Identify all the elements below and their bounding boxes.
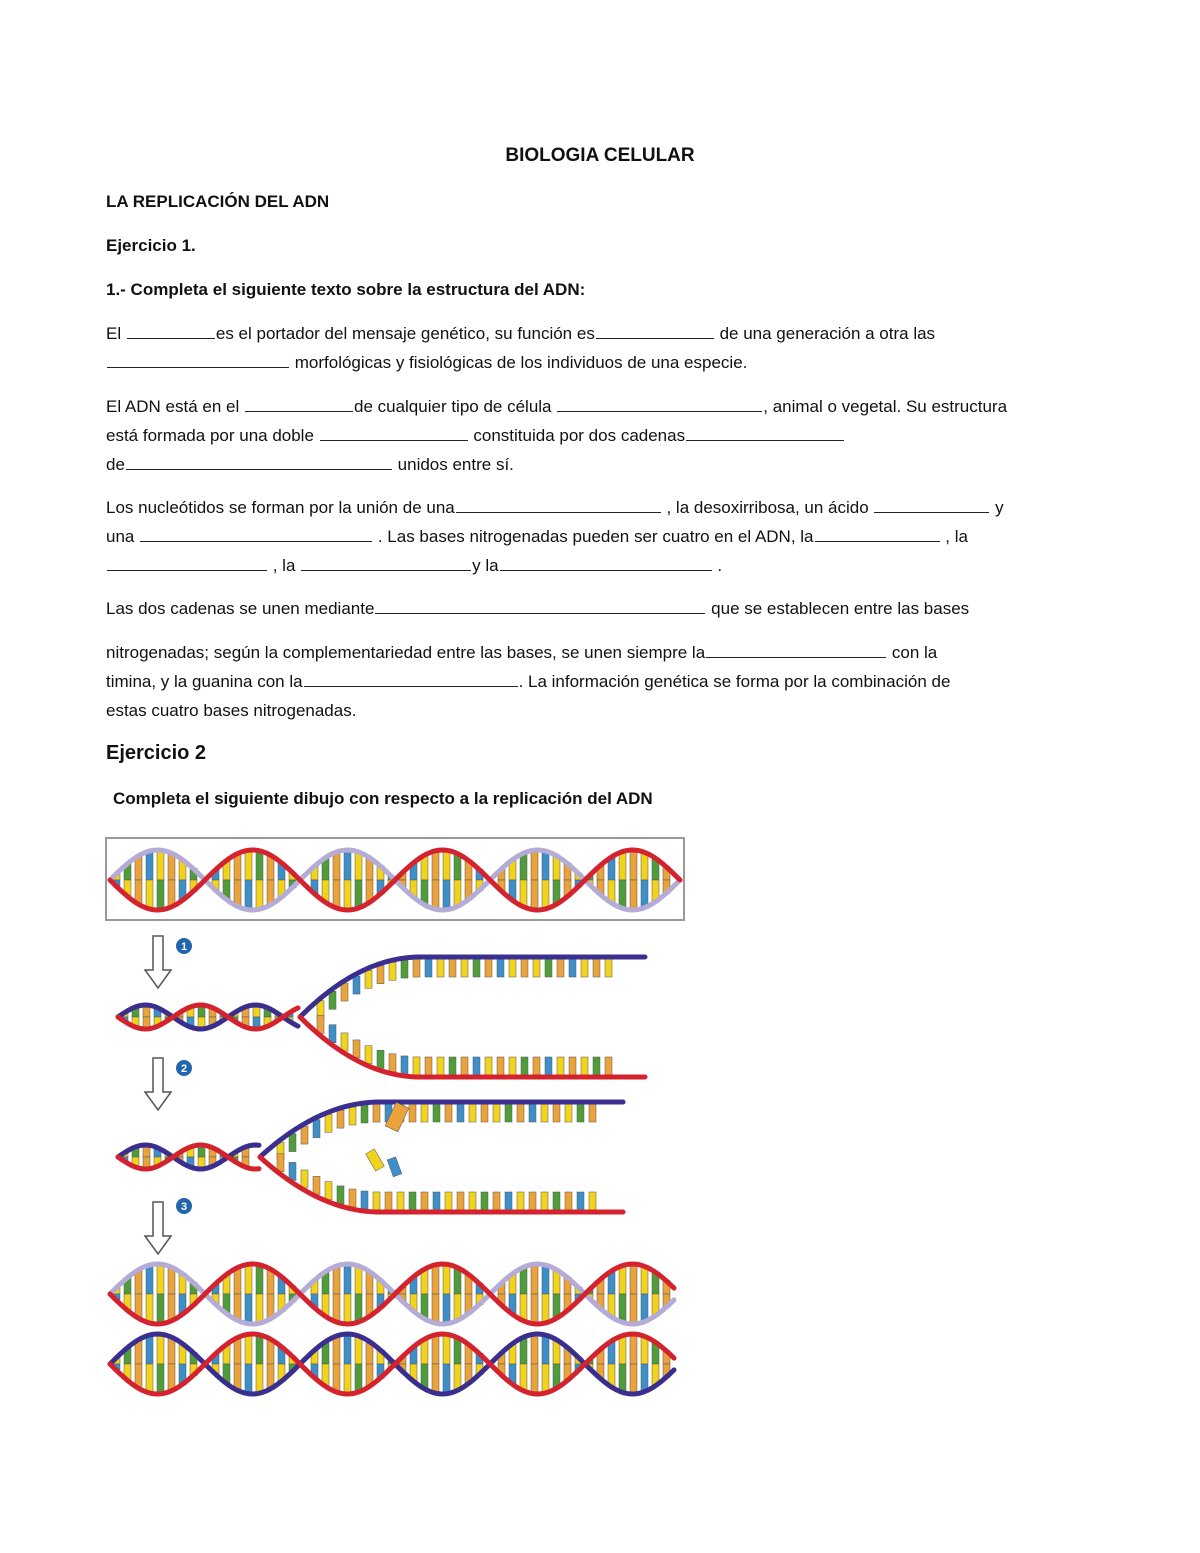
- fork-step1-base: [365, 1046, 372, 1064]
- fork-step2-base: [493, 1104, 500, 1122]
- fork-step2-base: [373, 1104, 380, 1122]
- text: está formada por una doble: [106, 426, 314, 445]
- text: de cualquier tipo de célula: [353, 397, 552, 416]
- original-helix-base: [256, 851, 263, 880]
- blank-line[interactable]: [596, 337, 714, 339]
- fork-step1-base: [353, 976, 360, 994]
- fork-step1-base: [593, 959, 600, 977]
- text: El ADN está en el: [106, 397, 240, 416]
- daughter-helix-2-base: [157, 1364, 164, 1394]
- blank-line[interactable]: [126, 468, 392, 470]
- fork-step2-base: [289, 1134, 296, 1152]
- dna-replication-diagram: [100, 832, 690, 1402]
- section-title: LA REPLICACIÓN DEL ADN: [106, 192, 330, 211]
- fork-step2-base: [397, 1192, 404, 1210]
- blank-line[interactable]: [304, 685, 518, 687]
- down-arrow-icon: [145, 936, 171, 988]
- fork-step1-base: [461, 959, 468, 977]
- fork-step2-base: [433, 1104, 440, 1122]
- fork-step2-base: [325, 1114, 332, 1132]
- fork-step2-base: [409, 1104, 416, 1122]
- original-helix-base: [531, 880, 538, 910]
- daughter-helix-2-base: [531, 1334, 538, 1364]
- fork-step2-base: [421, 1104, 428, 1122]
- fork-step2-base: [481, 1192, 488, 1210]
- daughter-helix-2-base: [256, 1364, 263, 1393]
- original-helix-base: [245, 880, 252, 910]
- fork-step2-base: [541, 1192, 548, 1210]
- fork-step1-base: [485, 1057, 492, 1075]
- fork-step1-base: [353, 1040, 360, 1058]
- fork-step1-base: [605, 1057, 612, 1075]
- fork-step1-base: [377, 966, 384, 984]
- fork-step2-base: [517, 1192, 524, 1210]
- fork-step2-base: [517, 1104, 524, 1122]
- daughter-helix-2-base: [432, 1364, 439, 1393]
- original-helix-base: [432, 880, 439, 909]
- exercise-1-instruction: 1.- Completa el siguiente texto sobre la estructura del ADN:: [106, 280, 586, 299]
- fork-step2-base: [277, 1154, 284, 1172]
- fork-step1-base: [569, 959, 576, 977]
- fork-step2-base: [529, 1104, 536, 1122]
- text: constituida por dos cadenas: [473, 426, 686, 445]
- fork-step2-base: [337, 1186, 344, 1204]
- daughter-helix-2-base: [641, 1364, 648, 1392]
- daughter-helix-1-base: [630, 1264, 637, 1294]
- daughter-helix-2-base: [520, 1364, 527, 1391]
- fork-step2-base: [337, 1110, 344, 1128]
- fork-step1-base: [521, 959, 528, 977]
- daughter-helix-1-base: [333, 1266, 340, 1294]
- fork-step2-base: [589, 1104, 596, 1122]
- text: que se establecen entre las bases: [711, 599, 970, 618]
- daughter-helix-1-base: [443, 1294, 450, 1324]
- original-helix-base: [520, 853, 527, 880]
- fork-step1-base: [533, 1057, 540, 1075]
- daughter-helix-2-base: [443, 1334, 450, 1364]
- daughter-helix-1-base: [630, 1294, 637, 1324]
- free-nucleotide: [366, 1149, 385, 1171]
- fork-step1-base: [377, 1050, 384, 1068]
- text: .: [717, 556, 723, 575]
- fork-step2-base: [373, 1192, 380, 1210]
- daughter-helix-2-base: [333, 1336, 340, 1364]
- fork-step2-base: [457, 1192, 464, 1210]
- blank-line[interactable]: [301, 569, 471, 571]
- fork-step2-base: [457, 1104, 464, 1122]
- fork-step1-base: [341, 983, 348, 1001]
- fork-step2-base: [349, 1189, 356, 1207]
- text: morfológicas y fisiológicas de los individuos de una especie.: [294, 353, 748, 372]
- fork-step2-base: [577, 1104, 584, 1122]
- fork-step2-base: [481, 1104, 488, 1122]
- text: El: [106, 324, 122, 343]
- blank-line[interactable]: [245, 410, 353, 412]
- page-title: BIOLOGIA CELULAR: [505, 145, 695, 166]
- original-helix-base: [234, 854, 241, 880]
- daughter-helix-1-base: [542, 1265, 549, 1294]
- text: . La información genética se forma por la combinación de: [518, 672, 951, 691]
- text: con la: [891, 643, 938, 662]
- original-helix-base: [157, 880, 164, 910]
- fork-step2-base: [553, 1192, 560, 1210]
- fork-step1-base: [605, 959, 612, 977]
- daughter-helix-2-base: [157, 1334, 164, 1364]
- original-helix-base: [333, 852, 340, 880]
- daughter-helix-2-base: [245, 1334, 252, 1364]
- original-helix-base: [641, 852, 648, 880]
- fork-step1-base: [533, 959, 540, 977]
- daughter-helix-2-base: [520, 1337, 527, 1364]
- fork-step1-base: [401, 1056, 408, 1074]
- fork-step1-base: [329, 991, 336, 1009]
- daughter-helix-1-base: [344, 1264, 351, 1294]
- text: timina, y la guanina con la: [106, 672, 303, 691]
- original-helix-base: [641, 880, 648, 908]
- fork-step2-base: [301, 1126, 308, 1144]
- fork-step2-base: [541, 1104, 548, 1122]
- original-helix-base: [256, 880, 263, 909]
- daughter-helix-1-base: [333, 1294, 340, 1322]
- daughter-helix-2-base: [630, 1364, 637, 1394]
- daughter-helix-2-base: [542, 1335, 549, 1364]
- fork-step2-base: [577, 1192, 584, 1210]
- down-arrow-icon: [145, 1202, 171, 1254]
- daughter-helix-1-base: [157, 1264, 164, 1294]
- fork-step1-base: [389, 1054, 396, 1072]
- paragraph-5: [106, 638, 1096, 725]
- original-helix-base: [520, 880, 527, 907]
- fork-step1-base: [545, 1057, 552, 1075]
- blank-line[interactable]: [127, 337, 215, 339]
- daughter-helix-2-base: [234, 1338, 241, 1364]
- daughter-helix-1-base: [256, 1265, 263, 1294]
- fork-step1-base: [365, 970, 372, 988]
- text: de: [106, 455, 125, 474]
- daughter-helix-2-base: [256, 1335, 263, 1364]
- daughter-helix-1-base: [432, 1265, 439, 1294]
- exercise-1-label: [106, 236, 196, 256]
- daughter-helix-2-base: [641, 1336, 648, 1364]
- daughter-helix-2-base: [344, 1364, 351, 1394]
- original-helix-base: [630, 880, 637, 910]
- original-helix-base: [333, 880, 340, 908]
- paragraph-1: [106, 319, 1096, 377]
- daughter-helix-1-base: [443, 1264, 450, 1294]
- original-helix-base: [619, 880, 626, 908]
- daughter-helix-2-base: [432, 1335, 439, 1364]
- original-helix-base: [531, 850, 538, 880]
- daughter-helix-2-base: [234, 1364, 241, 1390]
- fork-step2-base: [469, 1104, 476, 1122]
- text: , animal o vegetal. Su estructura: [763, 397, 1008, 416]
- original-helix-base: [619, 852, 626, 880]
- fork-step1-base: [497, 1057, 504, 1075]
- step-badge-number: 1: [180, 941, 188, 953]
- fork-step1-base: [437, 1057, 444, 1075]
- fork-step1-base: [473, 959, 480, 977]
- fork-step2-base: [289, 1162, 296, 1180]
- original-helix-base: [234, 880, 241, 906]
- fork-step1-base: [449, 959, 456, 977]
- fork-step1-base: [449, 1057, 456, 1075]
- fork-step1-base: [389, 962, 396, 980]
- fork-step1-base: [461, 1057, 468, 1075]
- text: unidos entre sí.: [397, 455, 514, 474]
- daughter-helix-1-base: [531, 1294, 538, 1324]
- fork-step1-base: [581, 1057, 588, 1075]
- blank-line[interactable]: [557, 410, 762, 412]
- text: , la: [272, 556, 296, 575]
- text: estas cuatro bases nitrogenadas.: [106, 701, 357, 720]
- blank-line[interactable]: [706, 656, 886, 658]
- fork-step2-base: [565, 1104, 572, 1122]
- daughter-helix-1-base: [619, 1294, 626, 1322]
- fork-step1-base: [545, 959, 552, 977]
- fork-step1-base: [329, 1025, 336, 1043]
- fork-step2-base: [469, 1192, 476, 1210]
- daughter-helix-2-base: [355, 1336, 362, 1364]
- fork-step2-base: [409, 1192, 416, 1210]
- blank-line[interactable]: [500, 569, 712, 571]
- blank-line[interactable]: [320, 439, 468, 441]
- fork-step2-base: [301, 1170, 308, 1188]
- paragraph-2: [106, 392, 1096, 479]
- blank-line[interactable]: [874, 511, 989, 513]
- text: una: [106, 527, 135, 546]
- fork-step2-base: [361, 1191, 368, 1209]
- down-arrow-icon: [145, 1058, 171, 1110]
- fork-step2-base: [493, 1192, 500, 1210]
- fork-step2-base: [433, 1192, 440, 1210]
- daughter-helix-1-base: [234, 1294, 241, 1320]
- fork-step2-base: [445, 1104, 452, 1122]
- fork-step2-base: [505, 1192, 512, 1210]
- daughter-helix-1-base: [641, 1294, 648, 1322]
- fork-step2-base: [589, 1192, 596, 1210]
- step-badge-number: 2: [180, 1063, 188, 1075]
- paragraph-4: [106, 594, 1096, 623]
- original-helix-base: [630, 850, 637, 880]
- original-helix-base: [432, 851, 439, 880]
- daughter-helix-1-base: [641, 1266, 648, 1294]
- original-helix-base: [542, 851, 549, 880]
- daughter-helix-1-base: [520, 1294, 527, 1321]
- fork-step1-base: [413, 1057, 420, 1075]
- daughter-helix-2-base: [443, 1364, 450, 1394]
- fork-step1-base: [497, 959, 504, 977]
- original-helix-base: [146, 851, 153, 880]
- daughter-helix-2-base: [619, 1336, 626, 1364]
- fork-step1-base: [569, 1057, 576, 1075]
- blank-line[interactable]: [107, 569, 267, 571]
- fork-step2-base: [313, 1176, 320, 1194]
- daughter-helix-1-base: [531, 1264, 538, 1294]
- fork-step2-base: [565, 1192, 572, 1210]
- text: , la: [945, 527, 968, 546]
- fork-step2-base: [361, 1105, 368, 1123]
- daughter-helix-2-base: [355, 1364, 362, 1392]
- original-helix-base: [355, 852, 362, 880]
- blank-line[interactable]: [686, 439, 844, 441]
- fork-step1-base: [581, 959, 588, 977]
- text: Las dos cadenas se unen mediante: [106, 599, 375, 618]
- daughter-helix-1-base: [344, 1294, 351, 1324]
- fork-step1-base: [557, 959, 564, 977]
- original-helix-base: [443, 850, 450, 880]
- text: de una generación a otra las: [719, 324, 936, 343]
- daughter-helix-1-base: [355, 1266, 362, 1294]
- original-helix-base: [344, 850, 351, 880]
- fork-step1-base: [341, 1033, 348, 1051]
- blank-line[interactable]: [815, 540, 940, 542]
- fork-step2-base: [421, 1192, 428, 1210]
- exercise-1-label-text: Ejercicio 1.: [106, 236, 196, 255]
- fork-step2-base: [445, 1192, 452, 1210]
- fork-step2-base: [349, 1107, 356, 1125]
- fork-step1-base: [521, 1057, 528, 1075]
- fork-step1-base: [509, 1057, 516, 1075]
- fork-step1-base: [437, 959, 444, 977]
- fork-step1-base: [425, 959, 432, 977]
- original-helix-base: [146, 880, 153, 909]
- text: Los nucleótidos se forman por la unión de una: [106, 498, 455, 517]
- daughter-helix-2-base: [146, 1335, 153, 1364]
- text: es el portador del mensaje genético, su función es: [215, 324, 595, 343]
- fork-step1-base: [593, 1057, 600, 1075]
- daughter-helix-1-base: [146, 1294, 153, 1323]
- text: nitrogenadas; según la complementariedad entre las bases, se unen siempre la: [106, 643, 706, 662]
- original-helix-base: [542, 880, 549, 909]
- fork-step1-base: [485, 959, 492, 977]
- exercise-2-label: Ejercicio 2: [106, 742, 207, 764]
- blank-line[interactable]: [107, 366, 289, 368]
- text: . Las bases nitrogenadas pueden ser cuatro en el ADN, la: [377, 527, 814, 546]
- original-helix-base: [245, 850, 252, 880]
- exercise-2-instruction: Completa el siguiente dibujo con respecto a la replicación del ADN: [113, 789, 653, 808]
- fork-step2-base: [325, 1182, 332, 1200]
- fork-step2-base: [553, 1104, 560, 1122]
- daughter-helix-2-base: [344, 1334, 351, 1364]
- fork-step1-base: [425, 1057, 432, 1075]
- fork-step1-base: [557, 1057, 564, 1075]
- text: y: [995, 498, 1004, 517]
- daughter-helix-1-base: [619, 1266, 626, 1294]
- blank-line[interactable]: [375, 612, 705, 614]
- daughter-helix-2-base: [146, 1364, 153, 1393]
- step-badge-number: 3: [180, 1201, 188, 1213]
- original-helix-base: [355, 880, 362, 908]
- daughter-helix-1-base: [245, 1294, 252, 1324]
- blank-line[interactable]: [456, 511, 661, 513]
- text: , la desoxirribosa, un ácido: [666, 498, 869, 517]
- daughter-helix-2-base: [542, 1364, 549, 1393]
- fork-step2-base: [385, 1192, 392, 1210]
- daughter-helix-2-base: [333, 1364, 340, 1392]
- daughter-helix-1-base: [542, 1294, 549, 1323]
- free-nucleotide: [387, 1157, 402, 1177]
- text: y la: [472, 556, 499, 575]
- fork-step1-base: [509, 959, 516, 977]
- fork-step2-base: [529, 1192, 536, 1210]
- daughter-helix-1-base: [146, 1265, 153, 1294]
- daughter-helix-1-base: [245, 1264, 252, 1294]
- daughter-helix-2-base: [630, 1334, 637, 1364]
- fork-step2-base: [505, 1104, 512, 1122]
- fork-step1-base: [413, 959, 420, 977]
- daughter-helix-1-base: [520, 1267, 527, 1294]
- daughter-helix-1-base: [355, 1294, 362, 1322]
- daughter-helix-1-base: [256, 1294, 263, 1323]
- daughter-helix-1-base: [432, 1294, 439, 1323]
- daughter-helix-2-base: [245, 1364, 252, 1394]
- fork-step1-base: [473, 1057, 480, 1075]
- fork-step1-base: [401, 960, 408, 978]
- original-helix-base: [157, 850, 164, 880]
- original-helix-base: [344, 880, 351, 910]
- original-helix-base: [443, 880, 450, 910]
- blank-line[interactable]: [140, 540, 372, 542]
- fork-step2-base: [313, 1120, 320, 1138]
- daughter-helix-2-base: [619, 1364, 626, 1392]
- daughter-helix-1-base: [157, 1294, 164, 1324]
- daughter-helix-1-base: [234, 1268, 241, 1294]
- paragraph-3: [106, 493, 1096, 580]
- daughter-helix-2-base: [531, 1364, 538, 1394]
